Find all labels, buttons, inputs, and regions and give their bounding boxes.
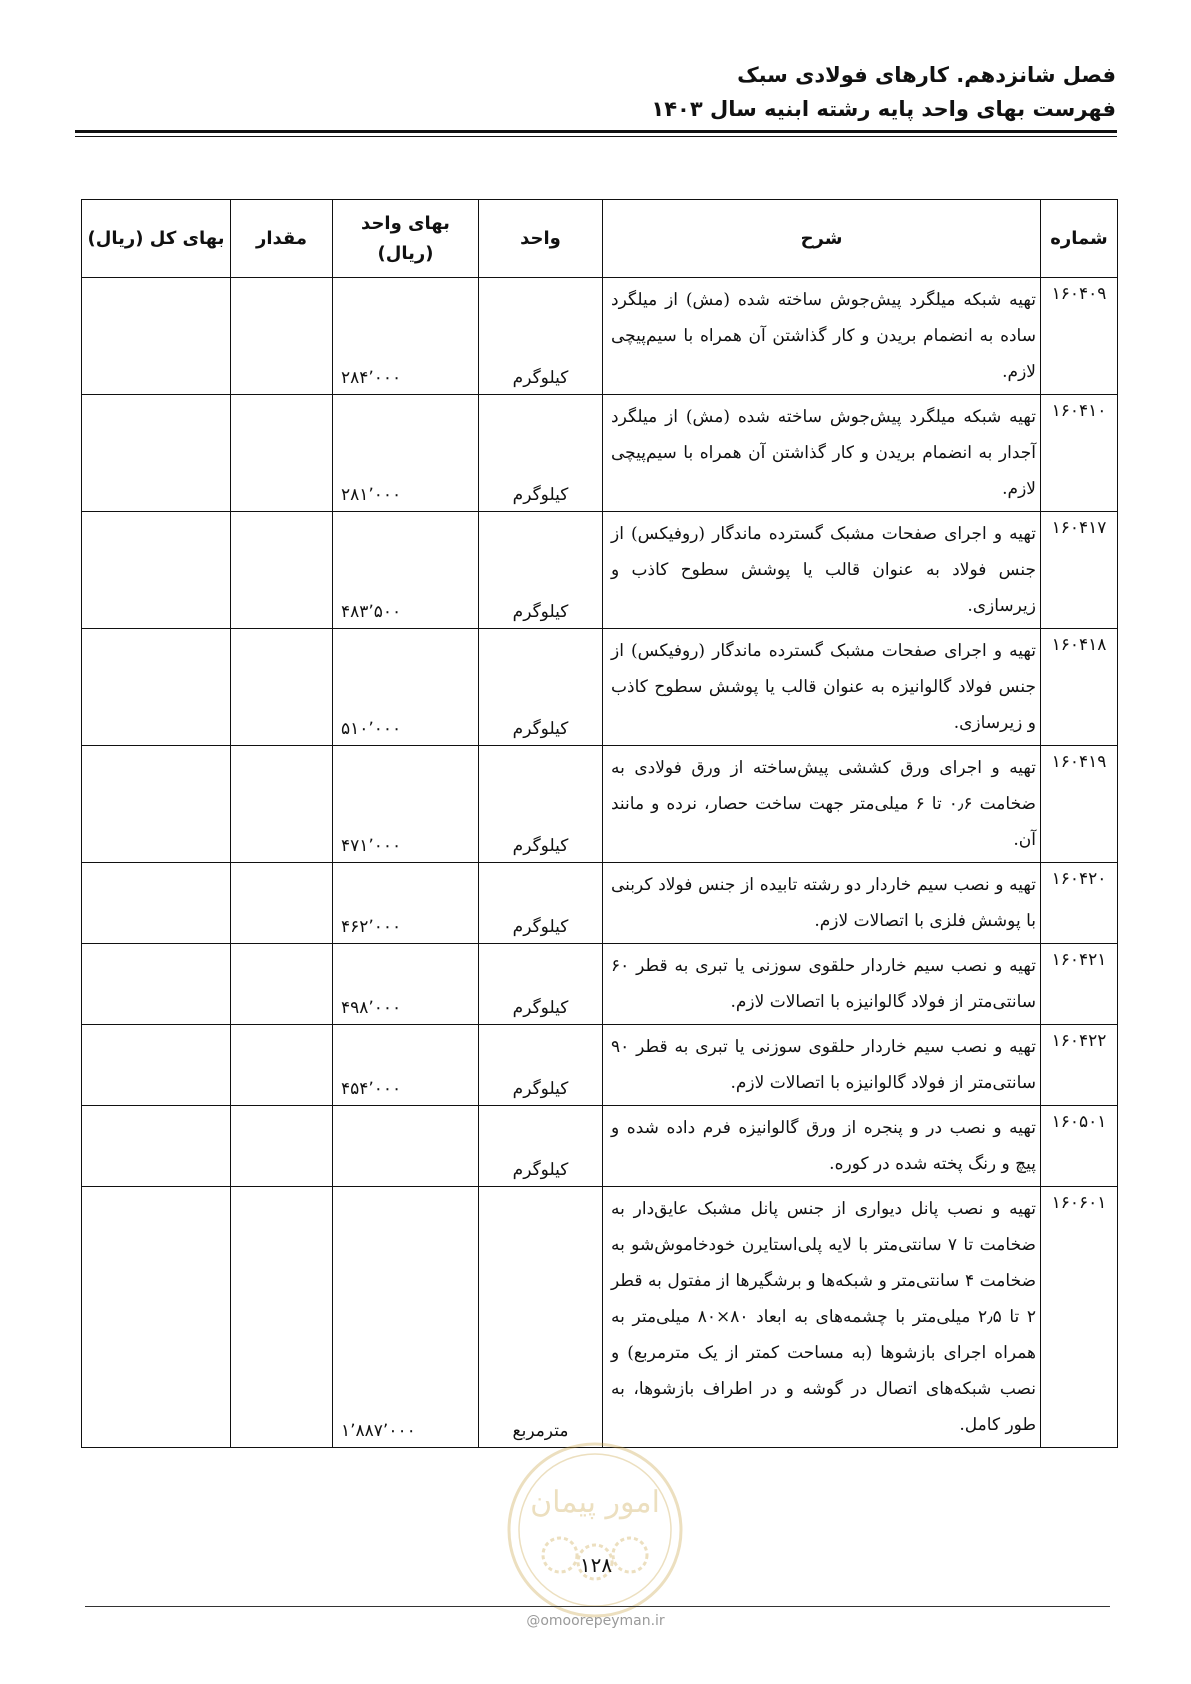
item-quantity bbox=[231, 512, 333, 629]
item-unit: کیلوگرم bbox=[479, 395, 603, 512]
table-row bbox=[82, 1025, 1118, 1106]
item-unit-price bbox=[333, 1106, 479, 1187]
item-quantity bbox=[231, 746, 333, 863]
item-unit-price: ۵۱۰٬۰۰۰ bbox=[333, 629, 479, 746]
item-description: تهیه و اجرای ورق کششی پیش‌ساخته از ورق فولادی به ضخامت ۰٫۶ تا ۶ میلی‌متر جهت ساخت حصار، نرده و مانند آن. bbox=[603, 746, 1041, 863]
item-total-price bbox=[82, 278, 231, 395]
col-header-unit: واحد bbox=[479, 200, 603, 278]
col-header-number: شماره bbox=[1041, 200, 1118, 278]
item-unit: کیلوگرم bbox=[479, 512, 603, 629]
item-unit-price: ۴۷۱٬۰۰۰ bbox=[333, 746, 479, 863]
item-number: ۱۶۰۴۱۸ bbox=[1041, 629, 1118, 746]
item-description: تهیه شبکه میلگرد پیش‌جوش ساخته شده (مش) از میلگرد آجدار به انضمام بریدن و کار گذاشتن آن همراه با سیم‌پیچی لازم. bbox=[603, 395, 1041, 512]
item-number: ۱۶۰۴۱۹ bbox=[1041, 746, 1118, 863]
item-description: تهیه و نصب سیم خاردار حلقوی سوزنی یا تبری به قطر ۶۰ سانتی‌متر از فولاد گالوانیزه با اتصالات لازم. bbox=[603, 944, 1041, 1025]
item-description: تهیه و نصب سیم خاردار حلقوی سوزنی یا تبری به قطر ۹۰ سانتی‌متر از فولاد گالوانیزه با اتصالات لازم. bbox=[603, 1025, 1041, 1106]
item-number: ۱۶۰۶۰۱ bbox=[1041, 1187, 1118, 1448]
item-number: ۱۶۰۵۰۱ bbox=[1041, 1106, 1118, 1187]
item-number: ۱۶۰۴۲۲ bbox=[1041, 1025, 1118, 1106]
item-unit-price: ۴۹۸٬۰۰۰ bbox=[333, 944, 479, 1025]
item-description: تهیه شبکه میلگرد پیش‌جوش ساخته شده (مش) از میلگرد ساده به انضمام بریدن و کار گذاشتن آن همراه با سیم‌پیچی لازم. bbox=[603, 278, 1041, 395]
item-unit-price: ۲۸۴٬۰۰۰ bbox=[333, 278, 479, 395]
item-quantity bbox=[231, 395, 333, 512]
item-number: ۱۶۰۴۱۰ bbox=[1041, 395, 1118, 512]
item-quantity bbox=[231, 863, 333, 944]
item-total-price bbox=[82, 1106, 231, 1187]
item-description: تهیه و نصب سیم خاردار دو رشته تابیده از جنس فولاد کربنی با پوشش فلزی با اتصالات لازم. bbox=[603, 863, 1041, 944]
table-row bbox=[82, 512, 1118, 629]
item-number: ۱۶۰۴۲۰ bbox=[1041, 863, 1118, 944]
item-description: تهیه و نصب در و پنجره از ورق گالوانیزه فرم داده شده و پیچ و رنگ پخته شده در کوره. bbox=[603, 1106, 1041, 1187]
watermark-seal-text: امور پیمان bbox=[530, 1485, 660, 1520]
col-header-quantity: مقدار bbox=[231, 200, 333, 278]
header-rule-thin bbox=[75, 136, 1117, 137]
item-total-price bbox=[82, 512, 231, 629]
item-number: ۱۶۰۴۰۹ bbox=[1041, 278, 1118, 395]
item-total-price bbox=[82, 863, 231, 944]
item-unit-price: ۴۶۲٬۰۰۰ bbox=[333, 863, 479, 944]
item-description: تهیه و نصب پانل دیواری از جنس پانل مشبک عایق‌دار به ضخامت تا ۷ سانتی‌متر با لایه پلی‌استایرن خودخاموش‌شو به ضخامت ۴ سانتی‌متر و شبکه‌ها و برشگیرها از مفتول به قطر ۲ تا ۲٫۵ میلی‌متر با چشمه‌های به ابعاد ۸۰×۸۰ میلی‌متر به همراه اجرای بازشوها (به مساحت کمتر از یک مترمربع) و نصب شبکه‌های اتصال در گوشه و در اطراف بازشوها، به طور کامل. bbox=[603, 1187, 1041, 1448]
table-row bbox=[82, 278, 1118, 395]
item-unit-price: ۲۸۱٬۰۰۰ bbox=[333, 395, 479, 512]
item-unit: کیلوگرم bbox=[479, 278, 603, 395]
item-quantity bbox=[231, 1106, 333, 1187]
item-description: تهیه و اجرای صفحات مشبک گسترده ماندگار (روفیکس) از جنس فولاد گالوانیزه به عنوان قالب یا پوشش سطوح کاذب و زیرسازی. bbox=[603, 629, 1041, 746]
header-rule-thick bbox=[75, 130, 1117, 133]
item-number: ۱۶۰۴۱۷ bbox=[1041, 512, 1118, 629]
item-total-price bbox=[82, 1187, 231, 1448]
item-unit: کیلوگرم bbox=[479, 863, 603, 944]
item-total-price bbox=[82, 629, 231, 746]
item-number: ۱۶۰۴۲۱ bbox=[1041, 944, 1118, 1025]
item-unit: کیلوگرم bbox=[479, 1025, 603, 1106]
item-total-price bbox=[82, 395, 231, 512]
page-header bbox=[76, 58, 1116, 126]
item-quantity bbox=[231, 278, 333, 395]
item-description: تهیه و اجرای صفحات مشبک گسترده ماندگار (روفیکس) از جنس فولاد به عنوان قالب یا پوشش سطوح کاذب و زیرسازی. bbox=[603, 512, 1041, 629]
table-row bbox=[82, 944, 1118, 1025]
item-unit-price: ۴۵۴٬۰۰۰ bbox=[333, 1025, 479, 1106]
table-row bbox=[82, 863, 1118, 944]
page-number: ۱۲۸ bbox=[579, 1553, 613, 1577]
table-header-row bbox=[82, 200, 1118, 278]
item-unit-price: ۱٬۸۸۷٬۰۰۰ bbox=[333, 1187, 479, 1448]
watermark-seal bbox=[505, 1440, 685, 1620]
price-table bbox=[81, 199, 1118, 1448]
table-row bbox=[82, 629, 1118, 746]
col-header-total-price: بهای کل (ریال) bbox=[82, 200, 231, 278]
item-unit: مترمربع bbox=[479, 1187, 603, 1448]
table-row bbox=[82, 1187, 1118, 1448]
col-header-description: شرح bbox=[603, 200, 1041, 278]
col-header-unit-price bbox=[333, 200, 479, 278]
item-unit: کیلوگرم bbox=[479, 1106, 603, 1187]
item-total-price bbox=[82, 746, 231, 863]
footer-rule bbox=[85, 1606, 1110, 1607]
chapter-title: فصل شانزدهم. کارهای فولادی سبک bbox=[737, 63, 1116, 87]
table-row bbox=[82, 1106, 1118, 1187]
item-total-price bbox=[82, 1025, 231, 1106]
item-quantity bbox=[231, 629, 333, 746]
footer-website: @omoorepeyman.ir bbox=[526, 1613, 665, 1629]
item-total-price bbox=[82, 944, 231, 1025]
col-header-unit-price-line1: بهای واحد bbox=[361, 212, 450, 234]
item-quantity bbox=[231, 944, 333, 1025]
item-unit: کیلوگرم bbox=[479, 944, 603, 1025]
table-row bbox=[82, 395, 1118, 512]
list-title: فهرست بهای واحد پایه رشته ابنیه سال ۱۴۰۳ bbox=[651, 97, 1116, 121]
item-quantity bbox=[231, 1025, 333, 1106]
table-row bbox=[82, 746, 1118, 863]
item-quantity bbox=[231, 1187, 333, 1448]
item-unit: کیلوگرم bbox=[479, 629, 603, 746]
col-header-unit-price-line2: (ریال) bbox=[377, 242, 434, 264]
item-unit: کیلوگرم bbox=[479, 746, 603, 863]
item-unit-price: ۴۸۳٬۵۰۰ bbox=[333, 512, 479, 629]
